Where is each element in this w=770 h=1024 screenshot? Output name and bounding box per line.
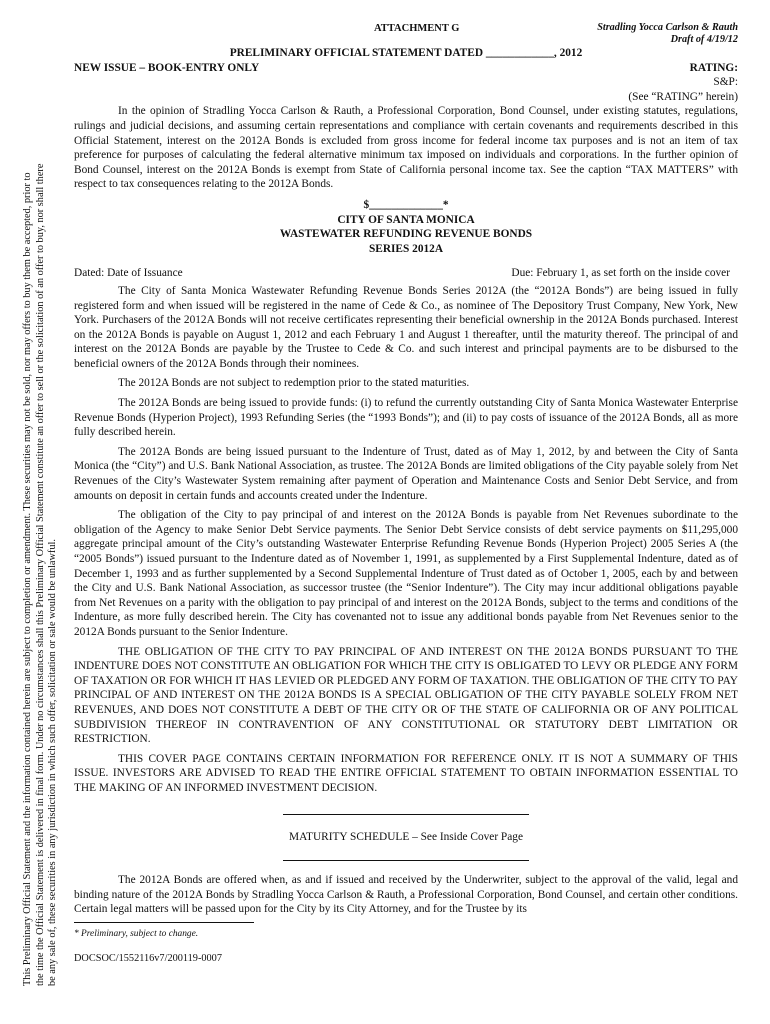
- cover-notice-paragraph: THIS COVER PAGE CONTAINS CERTAIN INFORMATION FOR REFERENCE ONLY. IT IS NOT A SUMMARY OF THIS ISSUE. INVESTORS ARE ADVISED TO READ THE ENTIRE OFFICIAL STATEMENT TO OBTAIN INFORMATION ESSENTIAL TO THE MAKING OF AN INFORMED INVESTMENT DECISION.: [74, 752, 738, 794]
- divider: [283, 860, 529, 861]
- dated-due-row: [74, 266, 738, 281]
- divider: [283, 814, 529, 815]
- footnote-divider: [74, 922, 254, 923]
- bond-series: SERIES 2012A: [368, 242, 444, 255]
- body-paragraph: The obligation of the City to pay principal of and interest on the 2012A Bonds is payable from Net Revenues subordinate to the obligation of the Agency to make Senior Debt Service payments. The Senior Debt Service consists of debt service payments on $11,295,000 aggregate principal amount of the City’s outstanding Wastewater Enterprise Refunding Revenue Bonds (Hyperion Project) 2005 Series A (the “2005 Bonds”) issued pursuant to the Indenture dated as of November 1, 1991, as supplemented by a First Supplemental Indenture, dated as of December 1, 1993 and as further supplemented by a Second Supplemental Indenture of Trust dated as of October 1, 2005, each by and between the City and U.S. Bank National Association, as successor trustee (the “Senior Indenture”). The City may incur additional obligations payable from Net Revenues on a parity with the obligation to pay principal of and interest on the 2012A Bonds, subject to the terms and conditions of the Indenture, as more fully described herein. The City has covenanted not to issue any additional bonds payable from Net Revenues senior to the 2012A Bonds pursuant to the Senior Indenture.: [74, 509, 738, 638]
- document-id: DOCSOC/1552116v7/200119-0007: [74, 953, 222, 965]
- side-disclaimer-line: This Preliminary Official Statement and the information contained herein are subject to completion or amendment. These securities may not be sold, nor may offers to buy them be accepted, prior to: [22, 172, 33, 986]
- offering-paragraph: The 2012A Bonds are offered when, as and if issued and received by the Underwriter, subject to the approval of the valid, legal and binding nature of the 2012A Bonds by Stradling Yocca Carlson & Rauth, a Professional Corporation, Bond Counsel, and certain other conditions. Certain legal matters will be passed upon for the City by its City Attorney, and for the Trustee by its: [74, 874, 738, 916]
- side-disclaimer-line: be any sale of, these securities in any jurisdiction in which such offer, solicitation or sale would be unlawful.: [47, 539, 58, 986]
- bond-amount: $_____________*: [363, 198, 449, 211]
- dated-text: Dated: Date of Issuance: [74, 267, 183, 280]
- body-paragraph: The 2012A Bonds are not subject to redemption prior to the stated maturities.: [118, 377, 470, 390]
- issue-type: NEW ISSUE – BOOK-ENTRY ONLY: [74, 61, 260, 74]
- document-page: [74, 22, 738, 967]
- attachment-label: ATTACHMENT G: [374, 23, 460, 34]
- issuer-name: CITY OF SANTA MONICA: [337, 213, 475, 226]
- rating-reference: (See “RATING” herein): [628, 90, 738, 103]
- rating-label: RATING:: [689, 61, 738, 74]
- rating-agency: S&P:: [713, 76, 738, 89]
- firm-name: Stradling Yocca Carlson & Rauth: [597, 22, 738, 33]
- due-text: Due: February 1, as set forth on the inside cover: [511, 267, 730, 280]
- issue-row: [74, 61, 738, 76]
- body-paragraph: The 2012A Bonds are being issued pursuant to the Indenture of Trust, dated as of May 1, 2012, by and between the City of Santa Monica (the “City”) and U.S. Bank National Association, as trustee. The 2012A Bonds are limited obligations of the City payable solely from Net Revenues of the City’s Wastewater System remaining after payment of Operation and Maintenance Costs and Senior Debt Service, and from amounts on deposit in certain funds and accounts created under the Indenture.: [74, 445, 738, 502]
- footnote: * Preliminary, subject to change.: [74, 928, 199, 939]
- body-paragraph: The City of Santa Monica Wastewater Refunding Revenue Bonds Series 2012A (the “2012A Bonds”) are being issued in fully registered form and when issued will be registered in the name of Cede & Co., as nominee of The Depository Trust Company, New York, New York. Purchasers of the 2012A Bonds will not receive certificates representing their beneficial ownership in the 2012A Bonds purchased. Interest on the 2012A Bonds is payable on August 1, 2012 and each February 1 and August 1 thereafter, until the maturity thereof. The principal of and interest on the 2012A Bonds are payable by the Trustee to Cede & Co. and such interest and principal payments are to be disbursed to the beneficial owners of the 2012A Bonds through their nominees.: [74, 284, 738, 370]
- body-paragraph: The 2012A Bonds are being issued to provide funds: (i) to refund the currently outstanding City of Santa Monica Wastewater Enterprise Revenue Bonds (Hyperion Project), 1993 Refunding Series (the “1993 Bonds”); and (ii) to pay costs of issuance of the 2012A Bonds, all as more fully described herein.: [74, 397, 738, 439]
- bond-name: WASTEWATER REFUNDING REVENUE BONDS: [279, 228, 533, 241]
- tax-opinion-paragraph: In the opinion of Stradling Yocca Carlson & Rauth, a Professional Corporation, Bond Counsel, under existing statutes, regulations, rulings and judicial decisions, and assuming certain representations and compliance with certain covenants and requirements described in this Official Statement, interest on the 2012A Bonds is excluded from gross income for federal income tax purposes and is not an item of tax preference for purposes of calculating the federal alternative minimum tax imposed on individuals and corporations. In the further opinion of Bond Counsel, interest on the 2012A Bonds is exempt from State of California personal income tax. See the caption “TAX MATTERS” with respect to tax consequences relating to the 2012A Bonds.: [74, 105, 738, 191]
- header-row: [74, 22, 738, 45]
- draft-header: [597, 22, 738, 46]
- maturity-schedule: MATURITY SCHEDULE – See Inside Cover Page: [289, 830, 523, 843]
- draft-date: Draft of 4/19/12: [670, 34, 738, 45]
- bond-title-block: [74, 198, 738, 256]
- preliminary-title: PRELIMINARY OFFICIAL STATEMENT DATED ____________, 2012: [229, 47, 583, 59]
- side-disclaimer-line: the time the Official Statement is delivered in final form. Under no circumstances shall this Preliminary Official Statement constitute an offer to sell or the solicitation of an offer to buy, nor shall there: [34, 163, 46, 986]
- obligation-paragraph: THE OBLIGATION OF THE CITY TO PAY PRINCIPAL OF AND INTEREST ON THE 2012A BONDS PURSUANT TO THE INDENTURE DOES NOT CONSTITUTE AN OBLIGATION FOR WHICH THE CITY IS OBLIGATED TO LEVY OR PLEDGE ANY FORM OF TAXATION OR FOR WHICH IT HAS LEVIED OR PLEDGED ANY FORM OF TAXATION. THE OBLIGATION OF THE CITY TO PAY PRINCIPAL OF AND INTEREST ON THE 2012A BONDS IS A SPECIAL OBLIGATION OF THE CITY PAYABLE SOLELY FROM NET REVENUES, AND DOES NOT CONSTITUTE A DEBT OF THE CITY OR OF THE STATE OF CALIFORNIA OR OF ANY POLITICAL SUBDIVISION THEREOF IN CONTRAVENTION OF ANY CONSTITUTIONAL OR STATUTORY DEBT LIMITATION OR RESTRICTION.: [74, 645, 738, 746]
- side-disclaimer: [22, 46, 60, 986]
